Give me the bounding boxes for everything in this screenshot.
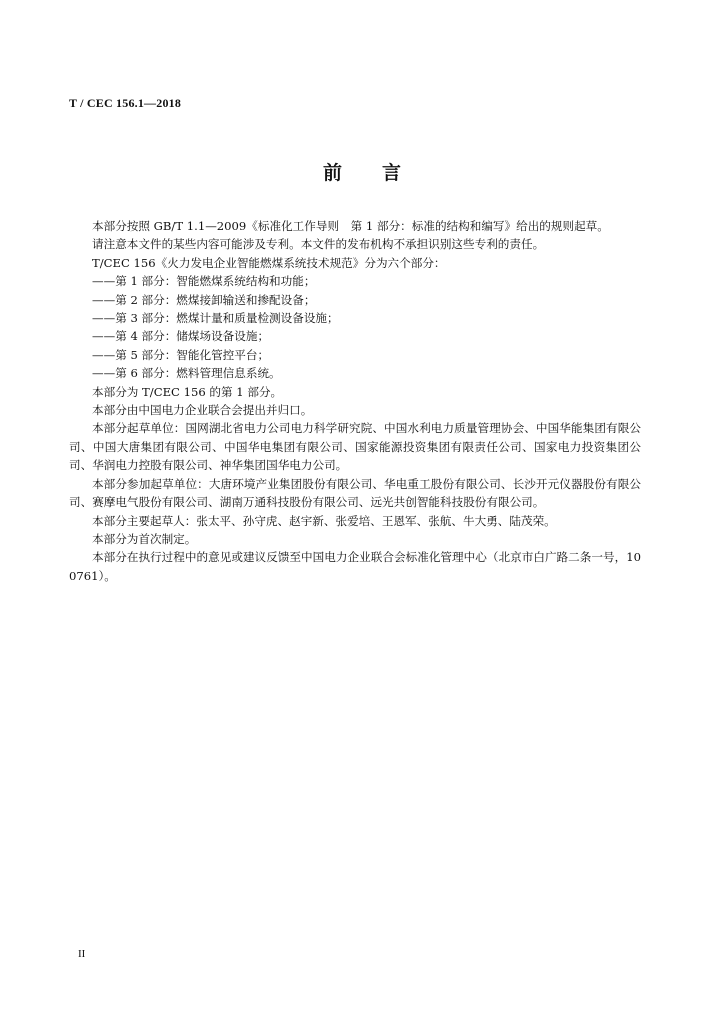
list-item-part-6: ——第 6 部分：燃料管理信息系统。	[92, 366, 281, 381]
standard-code-header: T / CEC 156.1—2018	[69, 96, 182, 110]
paragraph-proposer: 本部分由中国电力企业联合会提出并归口。	[92, 403, 313, 418]
list-item-part-3: ——第 3 部分：燃煤计量和质量检测设备设施；	[92, 311, 339, 326]
paragraph-first-edition: 本部分为首次制定。	[92, 531, 197, 546]
paragraph-parts-intro: T/CEC 156《火力发电企业智能燃煤系统技术规范》分为六个部分：	[92, 255, 446, 270]
list-item-part-2: ——第 2 部分：燃煤接卸输送和掺配设备；	[92, 292, 316, 307]
paragraph-participating-units: 本部分参加起草单位：大唐环境产业集团股份有限公司、华电重工股份有限公司、长沙开元仪器股份有限公司、赛摩电气股份有限公司、湖南万通科技股份有限公司、远光共创智能科技股份有限公司。	[69, 476, 641, 510]
list-item-part-5: ——第 5 部分：智能化管控平台；	[92, 347, 270, 362]
paragraph-main-drafters: 本部分主要起草人：张太平、孙守虎、赵宇新、张爱培、王恩军、张航、牛大勇、陆茂荣。	[92, 513, 556, 528]
page-number: II	[78, 948, 86, 960]
page-title: 前言	[322, 162, 441, 184]
paragraph-drafting-rules: 本部分按照 GB/T 1.1—2009《标准化工作导则 第 1 部分：标准的结构和编写》给出的规则起草。	[92, 219, 609, 233]
list-item-part-1: ——第 1 部分：智能燃煤系统结构和功能；	[92, 274, 316, 289]
paragraph-this-part: 本部分为 T/CEC 156 的第 1 部分。	[92, 384, 283, 399]
foreword-body	[69, 217, 641, 585]
paragraph-feedback: 本部分在执行过程中的意见或建议反馈至中国电力企业联合会标准化管理中心（北京市白广路二条一号，100761）。	[69, 550, 641, 583]
paragraph-drafting-units: 本部分起草单位：国网湖北省电力公司电力科学研究院、中国水利电力质量管理协会、中国华能集团有限公司、中国大唐集团有限公司、中国华电集团有限公司、国家能源投资集团有限责任公司、国家电力投资集团公司、华润电力控股有限公司、神华集团国华电力公司。	[69, 421, 641, 473]
list-item-part-4: ——第 4 部分：储煤场设备设施；	[92, 329, 270, 344]
paragraph-patent-notice: 请注意本文件的某些内容可能涉及专利。本文件的发布机构不承担识别这些专利的责任。	[92, 237, 545, 252]
